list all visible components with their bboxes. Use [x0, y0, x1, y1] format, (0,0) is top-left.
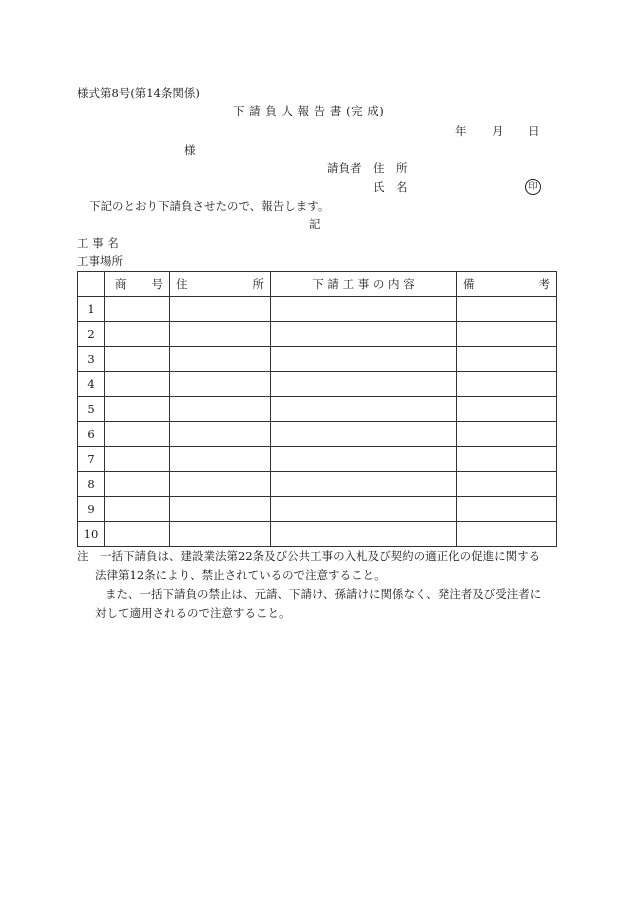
cell-work-content	[271, 497, 457, 522]
cell-address	[170, 522, 271, 547]
row-number: 4	[78, 372, 105, 397]
project-location-label: 工事場所	[77, 254, 123, 268]
cell-work-content	[271, 297, 457, 322]
row-number: 1	[78, 297, 105, 322]
row-number: 10	[78, 522, 105, 547]
cell-remarks	[457, 397, 557, 422]
cell-work-content	[271, 347, 457, 372]
row-number: 3	[78, 347, 105, 372]
document-title: 下 請 負 人 報 告 書 (完 成)	[233, 104, 385, 118]
table-row	[78, 397, 557, 422]
cell-address	[170, 497, 271, 522]
cell-address	[170, 472, 271, 497]
cell-remarks	[457, 447, 557, 472]
cell-work-content	[271, 522, 457, 547]
row-number: 9	[78, 497, 105, 522]
date-year-label: 年	[455, 124, 467, 138]
cell-remarks	[457, 497, 557, 522]
table-header-row	[78, 272, 557, 297]
header-number	[78, 272, 105, 297]
cell-remarks	[457, 297, 557, 322]
contractor-address-label: 住 所	[373, 161, 408, 175]
row-number: 7	[78, 447, 105, 472]
date-month-label: 月	[492, 124, 504, 138]
cell-trade-name	[105, 522, 170, 547]
header-address: 住 所	[170, 272, 271, 297]
header-trade-name: 商 号	[105, 272, 170, 297]
cell-remarks	[457, 522, 557, 547]
addressee-suffix: 様	[184, 143, 196, 157]
cell-trade-name	[105, 397, 170, 422]
note-line-2: 法律第12条により、禁止されているので注意すること。	[95, 568, 386, 582]
header-remarks: 備 考	[457, 272, 557, 297]
cell-trade-name	[105, 297, 170, 322]
cell-work-content	[271, 372, 457, 397]
table-row	[78, 322, 557, 347]
date-day-label: 日	[528, 124, 540, 138]
row-number: 8	[78, 472, 105, 497]
cell-address	[170, 372, 271, 397]
project-name-label: 工 事 名	[77, 236, 119, 250]
cell-trade-name	[105, 347, 170, 372]
cell-address	[170, 297, 271, 322]
row-number: 5	[78, 397, 105, 422]
cell-address	[170, 347, 271, 372]
note-line-3: また、一括下請負の禁止は、元請、下請け、孫請けに関係なく、発注者及び受注者に	[105, 587, 542, 601]
seal-icon: 印	[525, 179, 541, 195]
cell-work-content	[271, 447, 457, 472]
ki-label: 記	[309, 217, 321, 231]
note-line-4: 対して適用されるので注意すること。	[95, 606, 291, 620]
table-row	[78, 297, 557, 322]
contractor-role: 請負者	[327, 161, 362, 175]
table-row	[78, 422, 557, 447]
header-work-content: 下 請 工 事 の 内 容	[271, 272, 457, 297]
cell-trade-name	[105, 422, 170, 447]
cell-trade-name	[105, 372, 170, 397]
cell-work-content	[271, 472, 457, 497]
subcontractor-table	[77, 271, 557, 547]
table-row	[78, 522, 557, 547]
cell-remarks	[457, 347, 557, 372]
cell-trade-name	[105, 497, 170, 522]
cell-work-content	[271, 422, 457, 447]
cell-remarks	[457, 372, 557, 397]
note-line-1: 注 一括下請負は、建設業法第22条及び公共工事の入札及び契約の適正化の促進に関する	[77, 549, 541, 563]
table-row	[78, 447, 557, 472]
table-row	[78, 497, 557, 522]
intro-text: 下記のとおり下請負させたので、報告します。	[89, 199, 330, 213]
cell-work-content	[271, 397, 457, 422]
cell-address	[170, 422, 271, 447]
table-row	[78, 472, 557, 497]
cell-trade-name	[105, 322, 170, 347]
cell-address	[170, 322, 271, 347]
cell-address	[170, 397, 271, 422]
cell-remarks	[457, 472, 557, 497]
row-number: 2	[78, 322, 105, 347]
cell-remarks	[457, 422, 557, 447]
cell-trade-name	[105, 472, 170, 497]
table-row	[78, 347, 557, 372]
table-row	[78, 372, 557, 397]
row-number: 6	[78, 422, 105, 447]
contractor-name-label: 氏 名	[373, 180, 408, 194]
cell-remarks	[457, 322, 557, 347]
cell-work-content	[271, 322, 457, 347]
cell-trade-name	[105, 447, 170, 472]
form-number: 様式第8号(第14条関係)	[77, 86, 200, 100]
cell-address	[170, 447, 271, 472]
